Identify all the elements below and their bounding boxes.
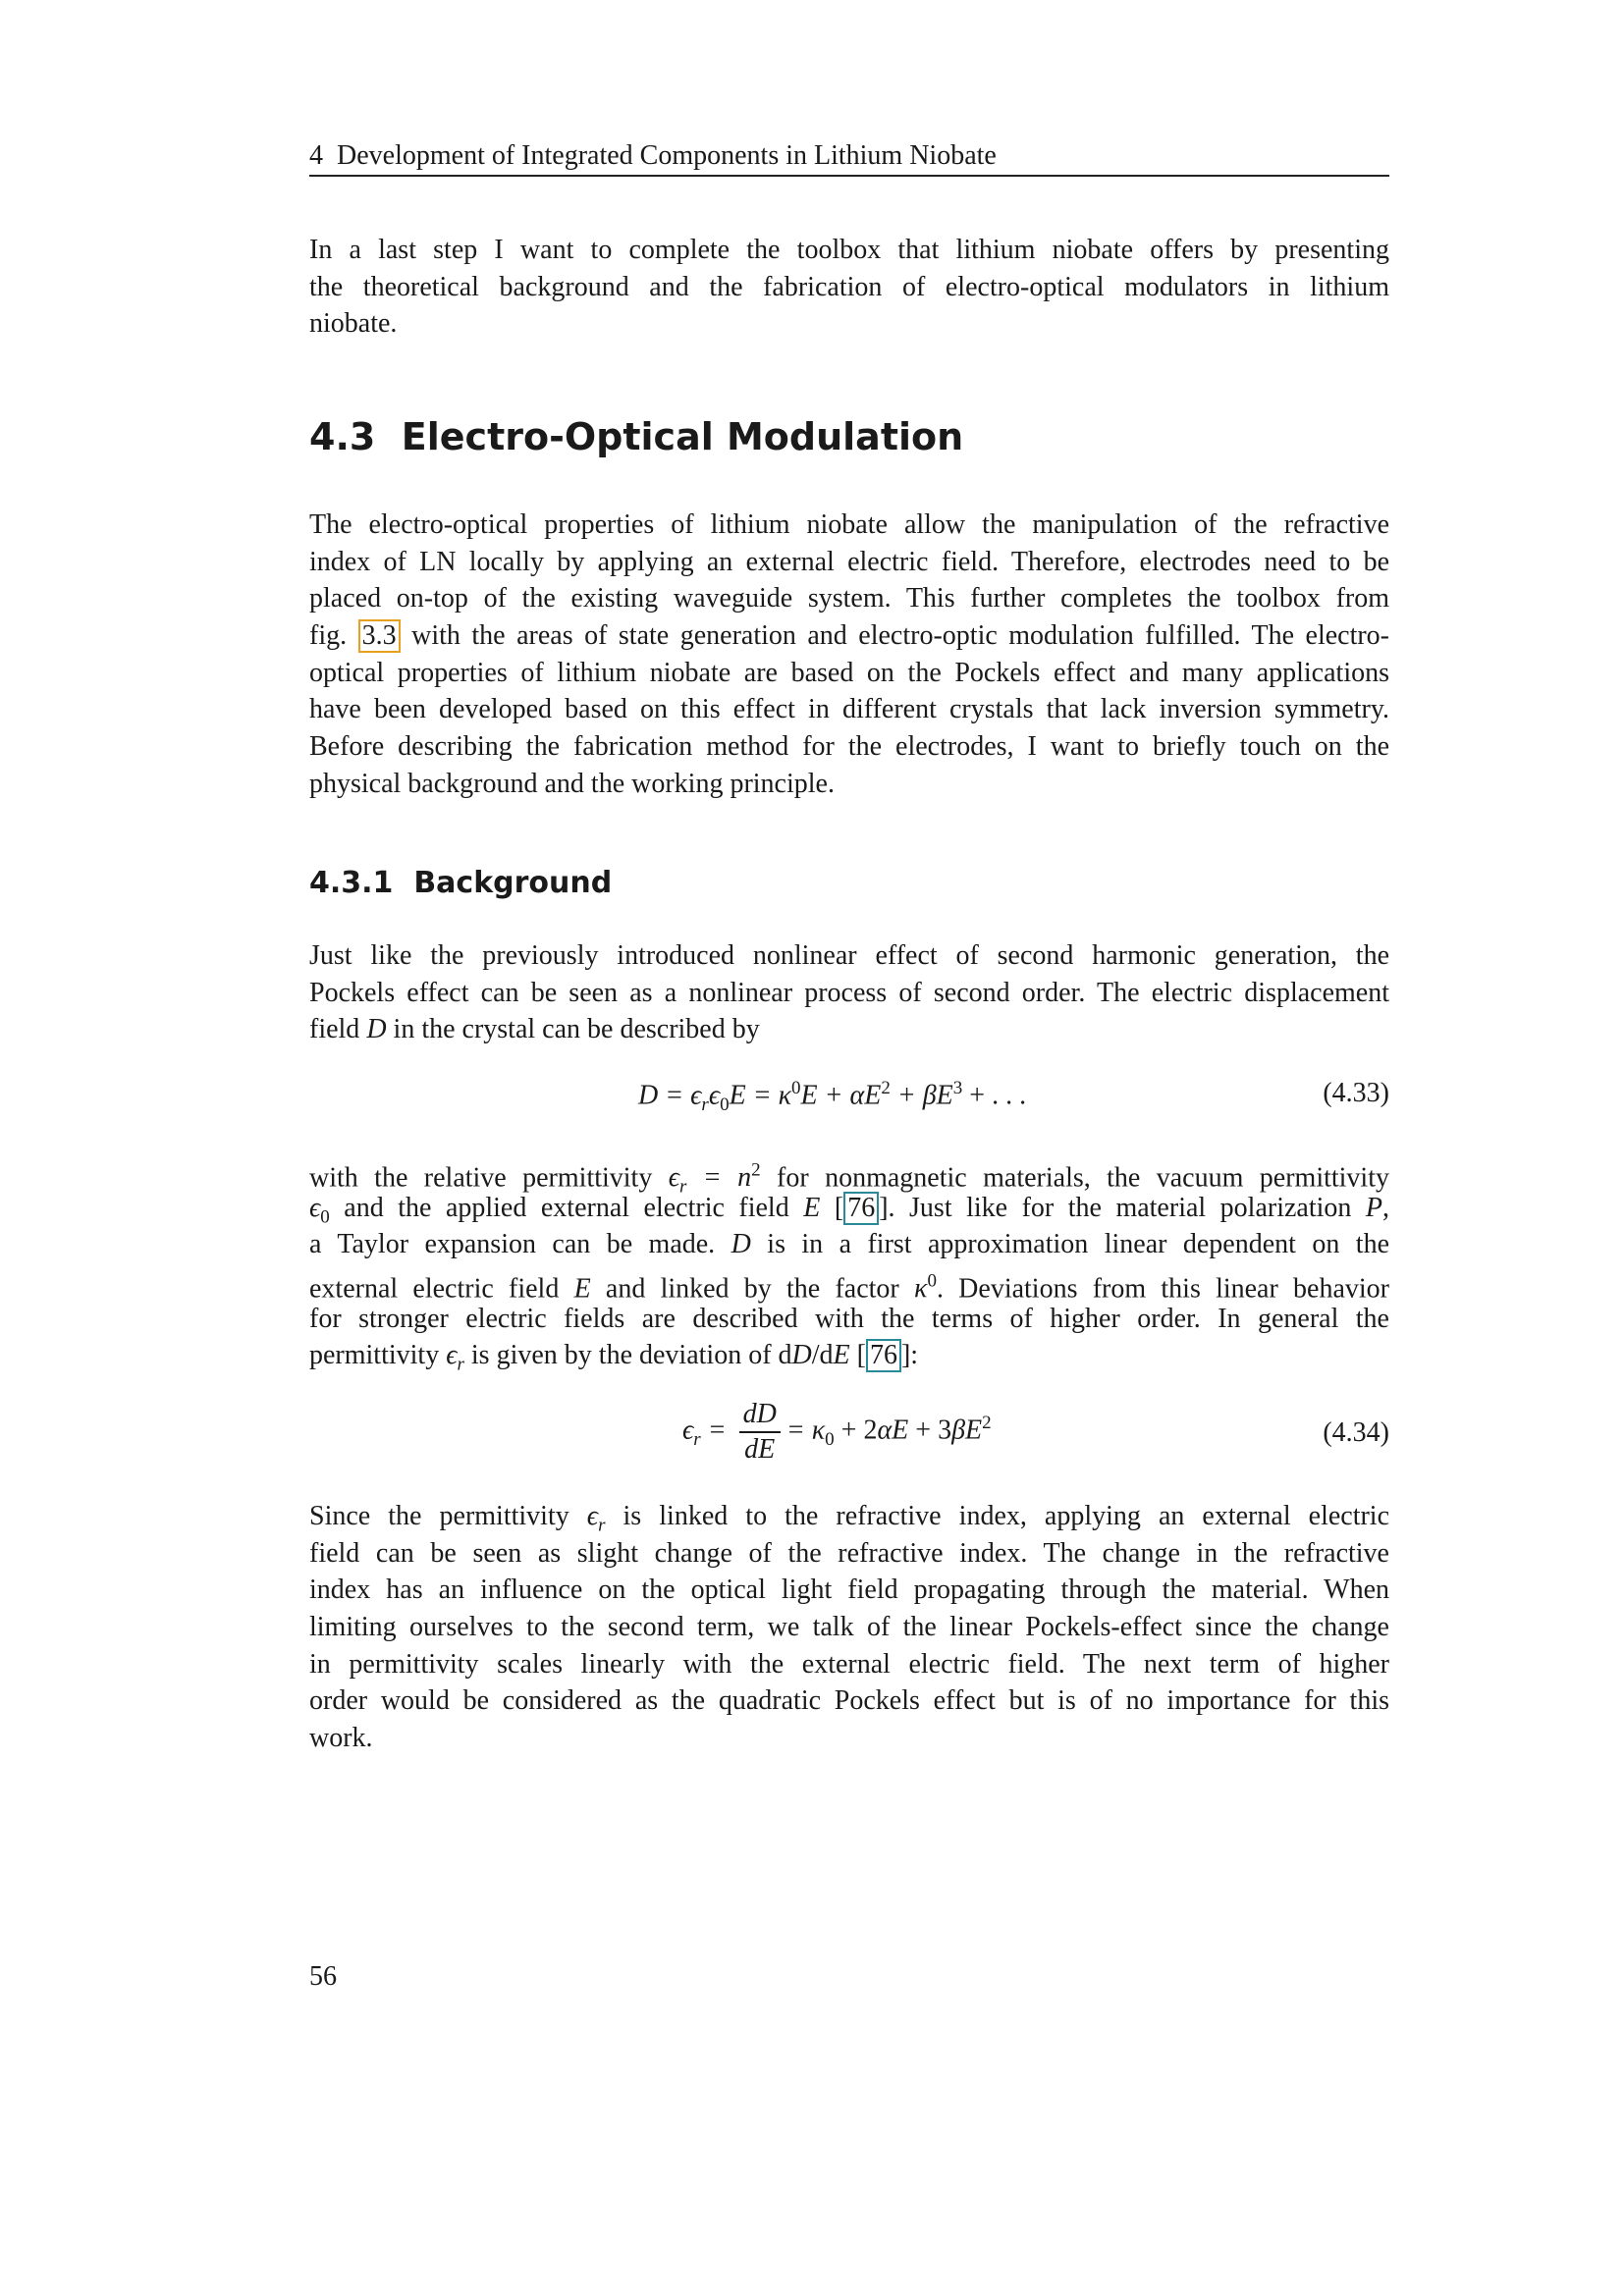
equation-number: (4.34)	[1323, 1417, 1389, 1448]
text-span: a Taylor expansion can be made.	[309, 1229, 716, 1260]
text-span: is linked to the refractive index, applying an external electric	[623, 1501, 1390, 1531]
equation-body: $D = \epsilon_r\epsilon_0E = \kappa^0E + \alpha E^2 + \beta E^3$ + . . .	[638, 1078, 1027, 1115]
text-line: index has an influence on the optical light field propagating through the material. When	[309, 1575, 1389, 1606]
text-span: permittivity	[309, 1340, 440, 1371]
math-var: P	[1365, 1192, 1383, 1223]
text-span: . Just like for the material polarization	[888, 1192, 1352, 1223]
math-var: $\kappa^0$	[913, 1271, 937, 1305]
text-span: :	[910, 1340, 919, 1371]
text-line: index of LN locally by applying an external electric field. Therefore, electrodes need to be	[309, 546, 1389, 577]
section-heading	[309, 412, 963, 461]
equation-body: $\epsilon_r$ = $\frac{dD}{dE}$ = $\kappa_0 + 2\alpha E + 3\beta E^2$	[682, 1399, 992, 1465]
subsection-heading	[309, 864, 612, 903]
section-paragraph	[309, 507, 1389, 803]
text-line: The electro-optical properties of lithium niobate allow the manipulation of the refractive	[309, 509, 1389, 540]
section-title: Electro-Optical Modulation	[401, 415, 964, 458]
text-line: In a last step I want to complete the toolbox that lithium niobate offers by presenting	[309, 235, 1389, 265]
math-var: E	[803, 1192, 821, 1223]
math-var: $\epsilon_r$	[446, 1340, 464, 1376]
chapter-number: 4	[309, 140, 323, 171]
text-line: optical properties of lithium niobate are based on the Pockels effect and many applications	[309, 657, 1389, 688]
text-line: niobate.	[309, 308, 398, 340]
text-line: placed on-top of the existing waveguide system. This further completes the toolbox from	[309, 583, 1389, 614]
intro-paragraph	[309, 232, 1389, 343]
text-line	[309, 1498, 1389, 1535]
text-line	[309, 617, 1389, 655]
citation-link[interactable]: 76	[866, 1339, 901, 1372]
text-span: fig.	[309, 620, 348, 652]
text-span: Since the permittivity	[309, 1501, 569, 1531]
text-span: and linked by the factor	[605, 1273, 899, 1305]
math-var: D	[731, 1229, 751, 1260]
text-span: . Deviations from this linear behavior	[936, 1273, 1389, 1305]
page-number: 56	[309, 1961, 337, 1992]
math-var: $\epsilon_r$	[586, 1501, 606, 1536]
text-line: permittivity $\epsilon_r$ is given by the deviation of dD/dE [ 76 ]:	[309, 1340, 919, 1376]
text-line: have been developed based on this effect in different crystals that lack inversion symmetry.	[309, 694, 1389, 725]
citation-link[interactable]: 76	[843, 1192, 879, 1225]
text-line	[309, 1011, 1389, 1048]
closing-paragraph	[309, 1498, 1389, 1757]
chapter-title: Development of Integrated Components in Lithium Niobate	[337, 140, 997, 171]
math-var: $\epsilon_r = n^2$	[668, 1160, 761, 1198]
text-line	[309, 1152, 1389, 1198]
text-line: Before describing the fabrication method for the electrodes, I want to briefly touch on the	[309, 731, 1389, 763]
text-line: field can be seen as slight change of the refractive index. The change in the refractive	[309, 1537, 1389, 1569]
text-line: limiting ourselves to the second term, we talk of the linear Pockels-effect since the change	[309, 1612, 1389, 1643]
header-rule	[309, 175, 1389, 177]
equation-4-34	[309, 1398, 1389, 1476]
after-433-paragraph	[309, 1152, 1389, 1374]
figure-ref-link[interactable]: 3.3	[358, 619, 401, 653]
text-span: is given by the deviation of	[470, 1340, 772, 1371]
text-span: is in a first approximation linear dependent on the	[767, 1229, 1390, 1260]
equation-4-33	[309, 1078, 1389, 1117]
text-line: physical background and the working principle.	[309, 768, 835, 799]
text-span: ,	[1382, 1192, 1390, 1223]
text-span: in the crystal can be described by	[393, 1014, 760, 1045]
subsection-title: Background	[413, 866, 613, 900]
text-line	[309, 1226, 1389, 1263]
text-span: field	[309, 1014, 360, 1045]
text-span: external electric field	[309, 1273, 560, 1305]
running-header	[309, 136, 1389, 176]
text-line: Pockels effect can be seen as a nonlinear process of second order. The electric displacement	[309, 977, 1389, 1008]
math-var: E	[573, 1273, 591, 1305]
text-line: for stronger electric fields are described with the terms of higher order. In general the	[309, 1303, 1389, 1334]
text-line: the theoretical background and the fabrication of electro-optical modulators in lithium	[309, 271, 1389, 302]
text-span: and the applied external electric field	[344, 1192, 789, 1223]
text-span: with the relative permittivity	[309, 1162, 653, 1194]
equation-number: (4.33)	[1323, 1078, 1389, 1108]
text-line: in permittivity scales linearly with the external electric field. The next term of higher	[309, 1648, 1389, 1680]
text-line: order would be considered as the quadratic Pockels effect but is of no importance for this	[309, 1685, 1389, 1717]
text-line: work.	[309, 1723, 373, 1754]
math-var: D	[366, 1014, 387, 1045]
subsection-number: 4.3.1	[309, 866, 394, 900]
text-line: $\epsilon_0$ and the applied external electric field E [ 76 ]. Just like for the material polarization P,	[309, 1192, 1390, 1228]
text-span: for nonmagnetic materials, the vacuum permittivity	[777, 1162, 1389, 1194]
text-line	[309, 1263, 1389, 1305]
math-var: $\epsilon_0$	[309, 1192, 330, 1228]
text-line: Just like the previously introduced nonlinear effect of second harmonic generation, the	[309, 940, 1389, 971]
fraction: $\frac{dD}{dE}$	[739, 1398, 781, 1467]
section-number: 4.3	[309, 415, 376, 458]
text-span: with the areas of state generation and electro-optic modulation fulfilled. The electro-	[411, 620, 1390, 652]
background-paragraph	[309, 937, 1389, 1048]
math-var: dD/dE	[778, 1340, 850, 1371]
